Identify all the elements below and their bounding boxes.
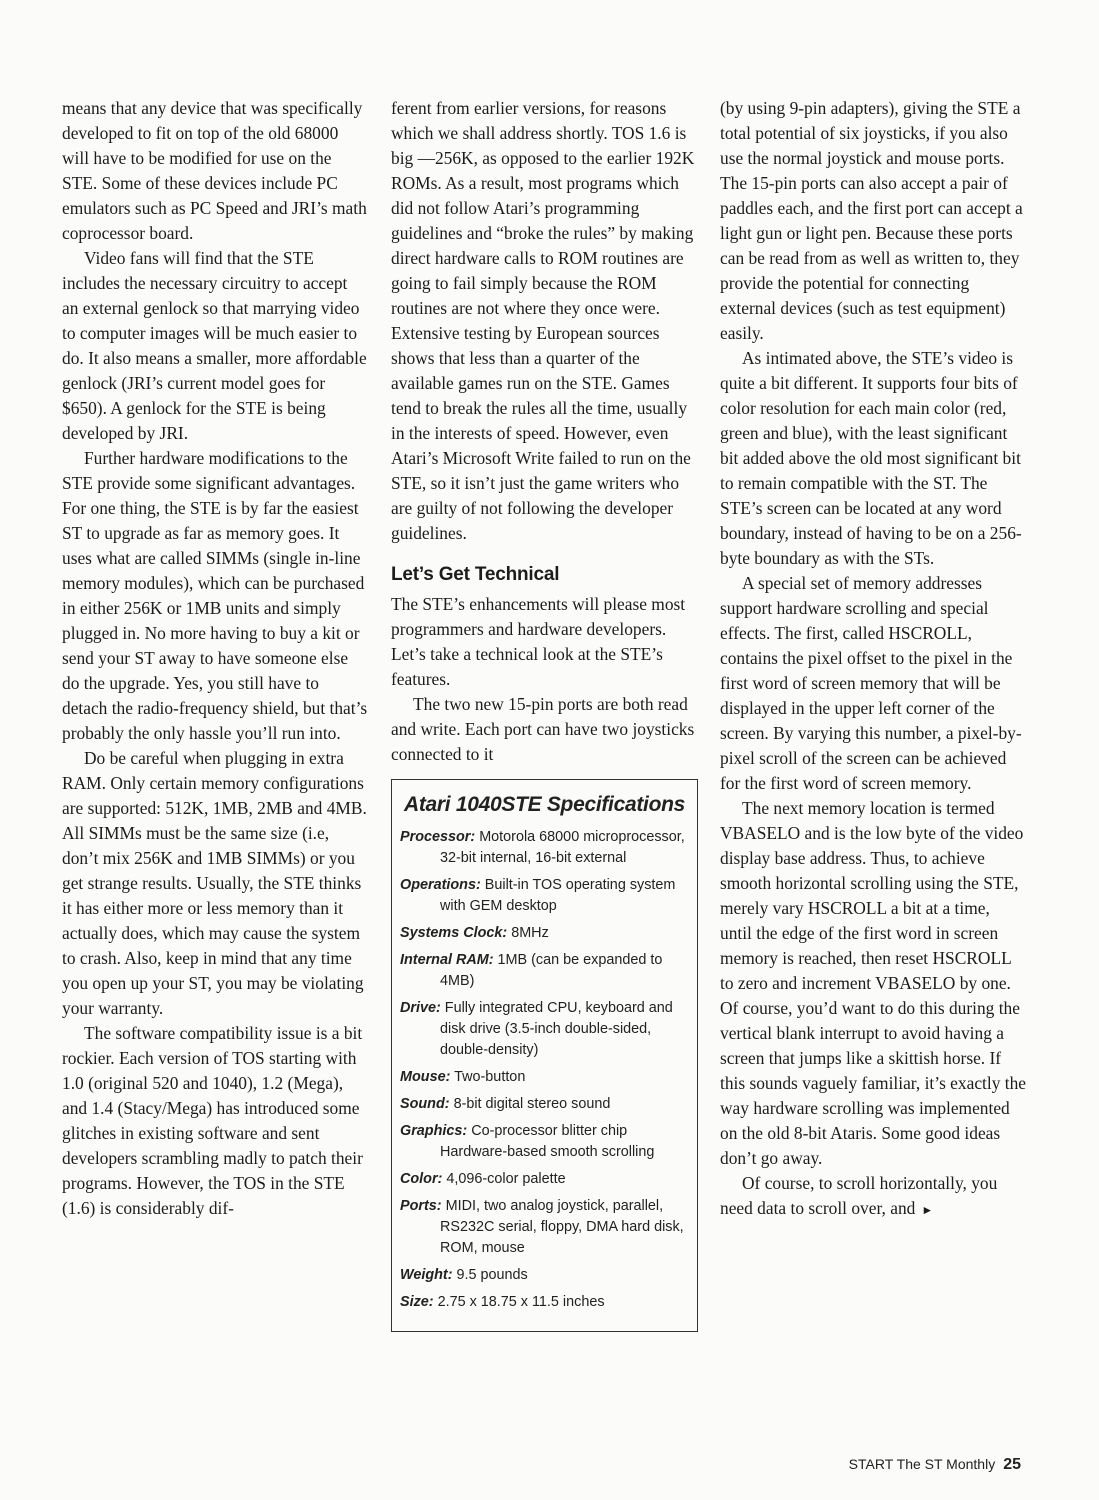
spec-item-color — [400, 1169, 689, 1190]
spec-value: Two-button — [454, 1069, 526, 1085]
spec-item-operations — [400, 875, 689, 917]
spec-item-mouse — [400, 1067, 689, 1088]
spec-value: Fully integrated CPU, keyboard and disk drive (3.5-inch double-sided, double-density) — [440, 1000, 673, 1058]
col3-paragraph-5 — [720, 1171, 1026, 1223]
col3-paragraph-1: (by using 9-pin adapters), giving the STE a total potential of six joysticks, if you also use the normal joystick and mouse ports. The 15-pin ports can also accept a pair of paddles each, and the first port can accept a light gun or light pen. Because these ports can be read from as well as written to, they provide the potential for connecting external devices (such as test equipment) easily. — [720, 98, 1023, 343]
spec-label: Operations: — [400, 877, 481, 893]
col2-paragraph-3: The two new 15-pin ports are both read and write. Each port can have two joysticks connected to it — [391, 694, 695, 764]
spec-label: Size: — [400, 1294, 434, 1310]
spec-value: Motorola 68000 microprocessor, 32-bit internal, 16-bit external — [440, 829, 685, 866]
spec-label: Mouse: — [400, 1069, 451, 1085]
specifications-title: Atari 1040STE Specifications — [403, 793, 686, 816]
col3-paragraph-4: The next memory location is termed VBASELO and is the low byte of the video display base address. Thus, to achieve smooth horizontal scrolling using the STE, merely vary HSCROLL a bit at a time, until the edge of the first word in screen memory is reached, then reset HSCROLL to zero and increment VBASELO by one. Of course, you’d want to do this during the vertical blank interrupt to avoid having a screen that jumps like a skittish horse. If this sounds vaguely familiar, it’s exactly the way hardware scrolling was implemented on the old 8-bit Ataris. Some good ideas don’t go away. — [720, 798, 1026, 1168]
spec-label: Drive: — [400, 1000, 441, 1016]
publication-name: START The ST Monthly — [848, 1456, 996, 1472]
col3-paragraph-5-text: Of course, to scroll horizontally, you need data to scroll over, and — [720, 1173, 998, 1218]
col2-paragraph-1: ferent from earlier versions, for reasons which we shall address shortly. TOS 1.6 is big —256K, as opposed to the earlier 192K ROMs. As a result, most programs which did not follow Atari’s programming guidelines and “broke the rules” by making direct hardware calls to ROM routines are going to fail simply because the ROM routines are not where they once were. Extensive testing by European sources shows that less than a quarter of the available games run on the STE. Games tend to break the rules all the time, usually in the interests of speed. However, even Atari’s Microsoft Write failed to run on the STE, so it isn’t just the game writers who are guilty of not following the developer guidelines. — [391, 98, 695, 543]
spec-label: Weight: — [400, 1267, 453, 1283]
column-1 — [62, 96, 368, 1221]
spec-item-ports — [400, 1196, 689, 1259]
spec-value: 1MB (can be expanded to 4MB) — [440, 952, 663, 989]
col1-paragraph-3: Further hardware modifications to the STE provide some significant advantages. For one thing, the STE is by far the easiest ST to upgrade as far as memory goes. It uses what are called SIMMs (single in-line memory modules), which can be purchased in either 256K or 1MB units and simply plugged in. No more having to buy a kit or send your ST away to have someone else do the upgrade. Yes, you still have to detach the radio-frequency shield, but that’s probably the only hassle you’ll run into. — [62, 448, 368, 743]
spec-item-sound — [400, 1094, 689, 1115]
page-number: 25 — [1003, 1456, 1021, 1473]
spec-label: Processor: — [400, 829, 476, 845]
spec-item-size — [400, 1292, 689, 1313]
spec-value: 9.5 pounds — [456, 1267, 528, 1283]
spec-value: MIDI, two analog joystick, parallel, RS232C serial, floppy, DMA hard disk, ROM, mouse — [440, 1198, 684, 1256]
column-3 — [720, 96, 1026, 1223]
spec-value: 8-bit digital stereo sound — [453, 1096, 611, 1112]
col2-paragraph-2: The STE’s enhancements will please most programmers and hardware developers. Let’s take a technical look at the STE’s features. — [391, 594, 686, 689]
col1-paragraph-4: Do be careful when plugging in extra RAM. Only certain memory configurations are supported: 512K, 1MB, 2MB and 4MB. All SIMMs must be the same size (i.e, don’t mix 256K and 1MB SIMMs) or you get strange results. Usually, the STE thinks it has either more or less memory than it actually does, which may cause the system to crash. Also, keep in mind that any time you open up your ST, you may be violating your warranty. — [62, 748, 367, 1018]
spec-label: Internal RAM: — [400, 952, 494, 968]
spec-value: 4,096-color palette — [446, 1171, 566, 1187]
col1-paragraph-5: The software compatibility issue is a bit rockier. Each version of TOS starting with 1.0 (original 520 and 1040), 1.2 (Mega), and 1.4 (Stacy/Mega) has introduced some glitches in existing software and sent developers scrambling madly to patch their programs. However, the TOS in the STE (1.6) is considerably dif- — [62, 1023, 363, 1218]
spec-label: Systems Clock: — [400, 925, 508, 941]
continue-arrow-icon: ► — [921, 1203, 934, 1217]
spec-item-drive — [400, 998, 689, 1061]
col1-paragraph-1: means that any device that was specifically developed to fit on top of the old 68000 will have to be modified for use on the STE. Some of these devices include PC emulators such as PC Speed and JRI’s math coprocessor board. — [62, 98, 367, 243]
spec-item-weight — [400, 1265, 689, 1286]
spec-value: Co-processor blitter chip Hardware-based smooth scrolling — [440, 1123, 655, 1160]
column-2 — [391, 96, 698, 1332]
spec-value: 2.75 x 18.75 x 11.5 inches — [437, 1294, 605, 1310]
specifications-box — [391, 779, 698, 1332]
spec-item-graphics — [400, 1121, 689, 1163]
section-heading: Let’s Get Technical — [391, 564, 560, 585]
spec-item-systems-clock — [400, 923, 689, 944]
spec-value: 8MHz — [511, 925, 549, 941]
spec-label: Color: — [400, 1171, 443, 1187]
spec-item-processor — [400, 827, 689, 869]
page-footer — [849, 1456, 1021, 1474]
spec-label: Ports: — [400, 1198, 442, 1214]
col1-paragraph-2: Video fans will find that the STE includes the necessary circuitry to accept an external genlock so that marrying video to computer images will be much easier to do. It also means a smaller, more affordable genlock (JRI’s current model goes for $650). A genlock for the STE is being developed by JRI. — [62, 248, 367, 443]
spec-item-internal-ram — [400, 950, 689, 992]
col3-paragraph-3: A special set of memory addresses support hardware scrolling and special effects. The first, called HSCROLL, contains the pixel offset to the pixel in the first word of screen memory that will be displayed in the upper left corner of the screen. By varying this number, a pixel-by-pixel scroll of the screen can be achieved for the first word of screen memory. — [720, 573, 1022, 793]
spec-label: Graphics: — [400, 1123, 468, 1139]
spec-label: Sound: — [400, 1096, 450, 1112]
spec-value: Built-in TOS operating system with GEM desktop — [440, 877, 676, 914]
col3-paragraph-2: As intimated above, the STE’s video is quite a bit different. It supports four bits of color resolution for each main color (red, green and blue), with the least significant bit added above the old most significant bit to remain compatible with the ST. The STE’s screen can be located at any word boundary, instead of having to be on a 256-byte boundary as with the STs. — [720, 348, 1022, 568]
